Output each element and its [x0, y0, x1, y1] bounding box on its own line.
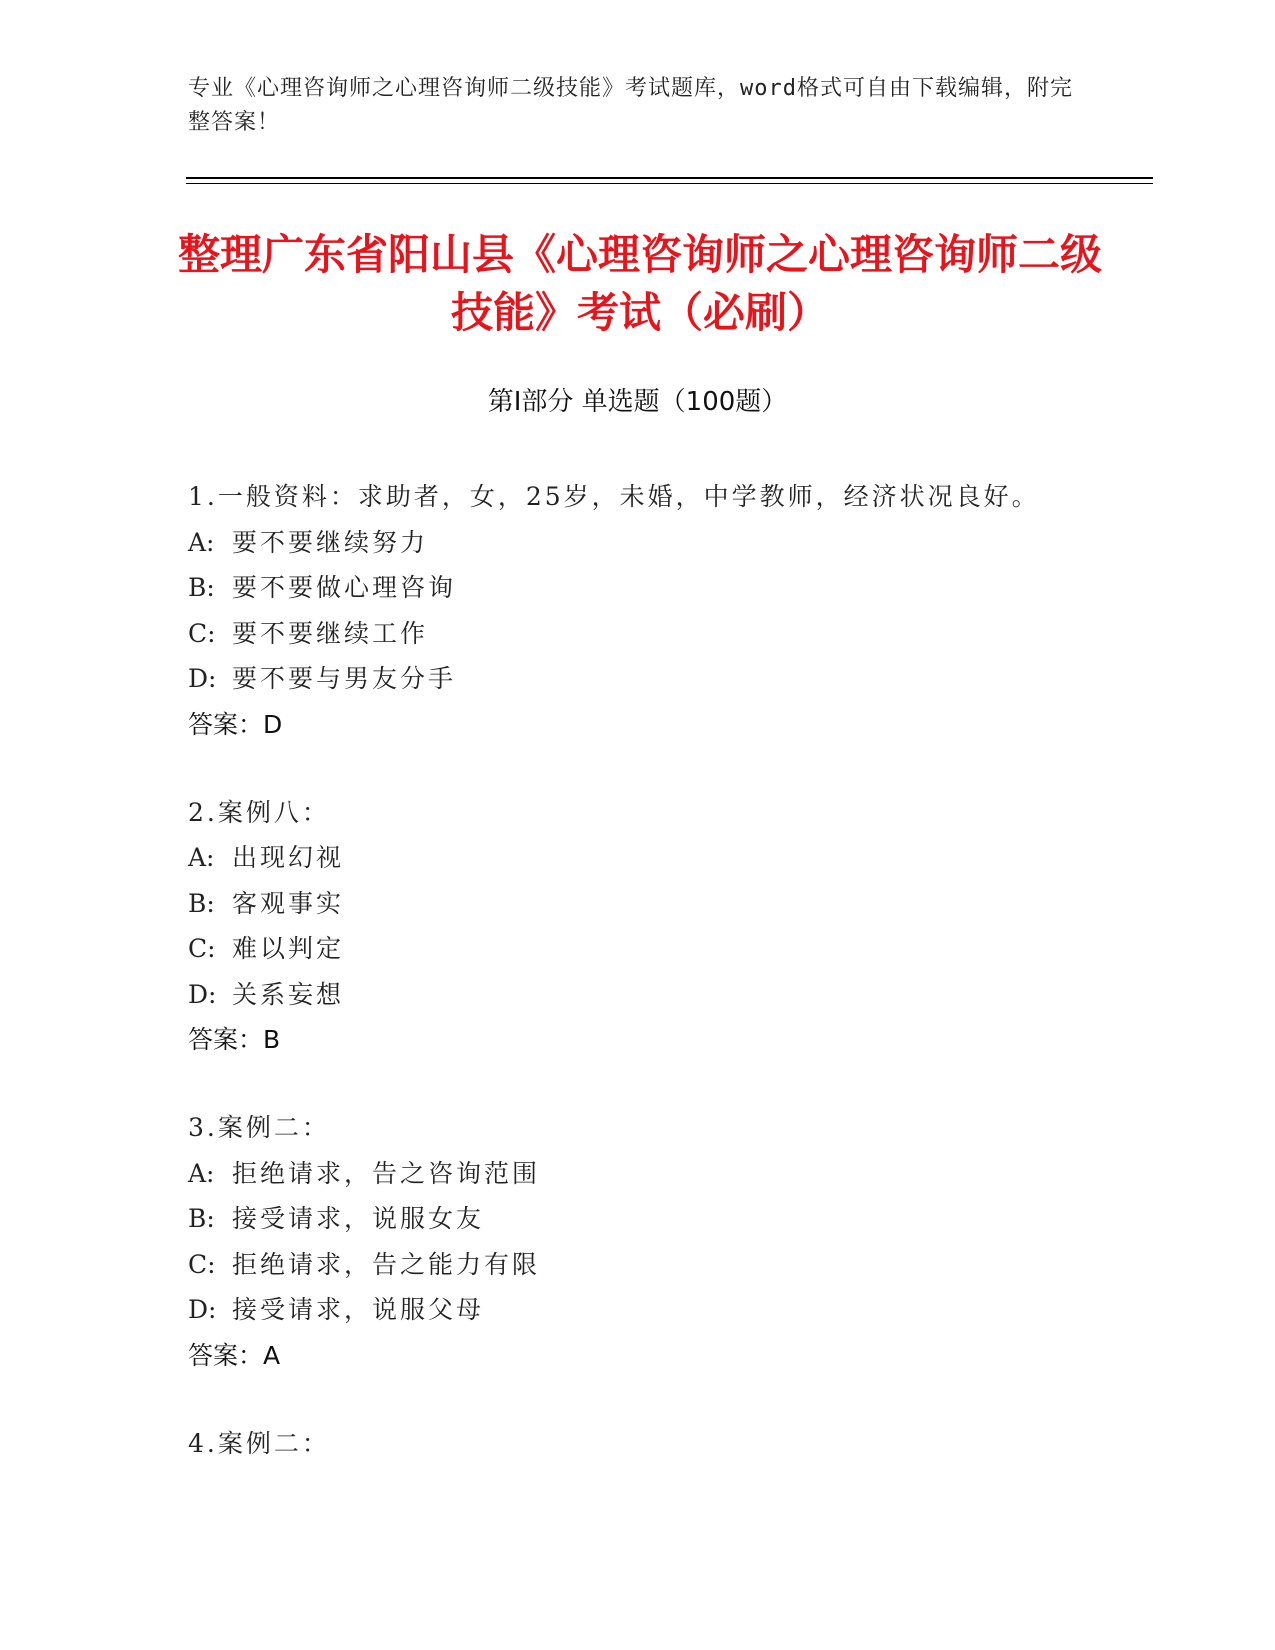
option-text: 要不要继续工作 — [232, 618, 429, 648]
question-4 — [188, 1421, 1148, 1467]
question-list — [188, 474, 1148, 1508]
option-letter: C: — [188, 1249, 216, 1279]
answer-value: A — [263, 1340, 281, 1370]
question-3 — [188, 1105, 1148, 1379]
header-note: 专业《心理咨询师之心理咨询师二级技能》考试题库，word格式可自由下载编辑，附完整答案！ — [188, 76, 1073, 135]
answer-line — [188, 1017, 1148, 1063]
option-text: 接受请求，说服父母 — [232, 1295, 485, 1324]
option-letter: B: — [188, 888, 215, 918]
option-c — [188, 611, 1148, 657]
answer-value: D — [263, 709, 283, 739]
option-a — [188, 1151, 1148, 1197]
question-2 — [188, 790, 1148, 1064]
question-stem: 2.案例八： — [188, 797, 330, 827]
option-c — [188, 1242, 1148, 1288]
option-b — [188, 565, 1148, 611]
option-d — [188, 972, 1148, 1018]
option-text: 拒绝请求，告之能力有限 — [232, 1249, 541, 1279]
option-a — [188, 835, 1148, 881]
option-b — [188, 1196, 1148, 1242]
option-text: 接受请求，说服女友 — [232, 1204, 485, 1233]
option-text: 出现幻视 — [232, 843, 345, 872]
answer-prefix: 答案： — [188, 1025, 264, 1054]
document-title: 整理广东省阳山县《心理咨询师之心理咨询师二级技能》考试（必刷） — [177, 230, 1102, 337]
option-letter: B: — [188, 1204, 215, 1233]
answer-prefix: 答案： — [188, 709, 264, 739]
option-text: 拒绝请求，告之咨询范围 — [232, 1158, 541, 1188]
option-c — [188, 926, 1148, 972]
option-letter: D: — [188, 664, 217, 693]
question-stem: 1.一般资料：求助者，女，25岁，未婚，中学教师，经济状况良好。 — [188, 482, 1040, 511]
option-letter: C: — [188, 618, 216, 648]
option-text: 要不要与男友分手 — [232, 664, 457, 693]
option-letter: A: — [188, 843, 215, 872]
section-title: 第Ⅰ部分 单选题（100题） — [487, 387, 788, 417]
option-text: 客观事实 — [232, 888, 345, 918]
option-d — [188, 656, 1148, 702]
question-1 — [188, 474, 1148, 748]
option-letter: A: — [188, 1158, 215, 1188]
answer-line — [188, 1333, 1148, 1379]
option-letter: D: — [188, 1295, 217, 1324]
option-text: 要不要继续努力 — [232, 527, 429, 557]
answer-line — [188, 702, 1148, 748]
option-letter: A: — [188, 527, 215, 557]
option-text: 关系妄想 — [232, 979, 345, 1009]
question-stem: 4.案例二： — [188, 1428, 330, 1458]
option-letter: D: — [188, 979, 217, 1009]
option-a — [188, 520, 1148, 566]
header-divider-thick — [186, 177, 1153, 179]
header-divider-thin — [186, 183, 1153, 184]
option-letter: B: — [188, 573, 215, 602]
option-letter: C: — [188, 934, 216, 963]
answer-prefix: 答案： — [188, 1340, 264, 1370]
option-text: 难以判定 — [232, 934, 345, 963]
answer-value: B — [263, 1025, 281, 1054]
option-text: 要不要做心理咨询 — [232, 573, 457, 602]
question-stem: 3.案例二： — [188, 1113, 330, 1142]
option-d — [188, 1287, 1148, 1333]
option-b — [188, 881, 1148, 927]
